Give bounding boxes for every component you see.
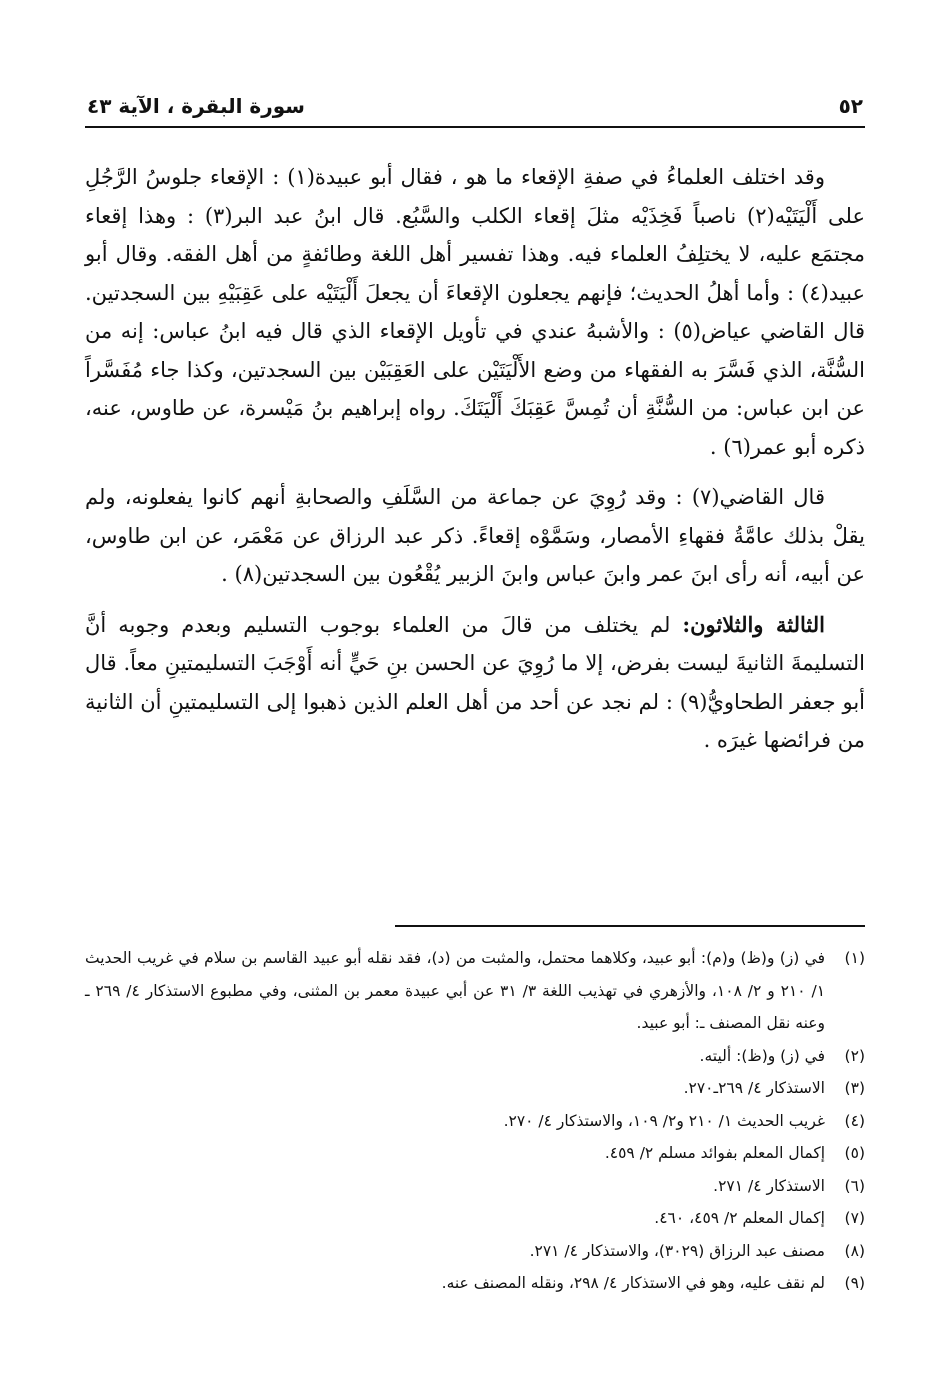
running-title: سورة البقرة ، الآية ٤٣: [87, 94, 305, 118]
footnote-text: إكمال المعلم ٢/ ٤٥٩، ٤٦٠.: [654, 1209, 825, 1227]
footnote-text: الاستذكار ٤/ ٢٦٩ـ٢٧٠.: [683, 1079, 825, 1097]
paragraph-1-text: وقد اختلف العلماءُ في صفةِ الإقعاء ما هو ، فقال أبو عبيدة(١) : الإقعاء جلوسُ الرَّجُلِ على أَلْيَتَيْه(٢) ناصباً فَخِذَيْه مثلَ إقعاء الكلب والسَّبُع. قال ابنُ عبد البر(٣) : وهذا إقعاء مجتمَع عليه، لا يختلِفُ العلماء فيه. وهذا تفسير أهل اللغة وطائفةٍ من أهل الفقه. وقال أبو عبيد(٤) : وأما أهلُ الحديث؛ فإنهم يجعلون الإقعاءَ أن يجعلَ أَلْيَتَيْه على عَقِبَيْهِ بين السجدتين. قال القاضي عياض(٥) : والأشبهُ عندي في تأويل الإقعاء الذي قال فيه ابنُ عباس: إنه من السُّنَّة، الذي فَسَّرَ به الفقهاء من وضع الأَلْيَتَيْن على العَقِبَيْن بين السجدتين، وكذا جاء مُفَسَّراً عن ابن عباس: من السُّنَّةِ أن تُمِسَّ عَقِبَكَ أَلْيَتَكَ. رواه إبراهيم بنُ مَيْسرة، عن طاوس، عنه، ذكره أبو عمر(٦) .: [85, 165, 866, 459]
footnote-number: (١): [844, 949, 865, 967]
footnote-number: (٩): [844, 1274, 865, 1292]
paragraph-1: [85, 158, 865, 466]
page-header: [85, 92, 865, 128]
footnote-7: [85, 1202, 865, 1235]
main-text: [85, 158, 865, 760]
book-page: [85, 0, 865, 1382]
paragraph-3: [85, 606, 865, 760]
paragraph-2-text: قال القاضي(٧) : وقد رُوِيَ عن جماعة من السَّلَفِ والصحابةِ أنهم كانوا يفعلونه، ولم يقلْ بذلك عامَّةُ فقهاءِ الأمصار، وسَمَّوْه إقعاءً. ذكر عبد الرزاق عن مَعْمَر، عن ابن طاوس، عن أبيه، أنه رأى ابنَ عمر وابنَ عباس وابنَ الزبير يُقْعُون بين السجدتين(٨) .: [85, 485, 865, 586]
footnote-3: [85, 1072, 865, 1105]
footnote-5: [85, 1137, 865, 1170]
footnote-text: إكمال المعلم بفوائد مسلم ٢/ ٤٥٩.: [604, 1144, 825, 1162]
footnote-number: (٣): [844, 1079, 865, 1097]
footnote-9: [85, 1267, 865, 1300]
footnote-text: لم نقف عليه، وهو في الاستذكار ٤/ ٢٩٨، ونقله المصنف عنه.: [441, 1274, 825, 1292]
page-number: ٥٢: [838, 94, 863, 118]
footnote-number: (٤): [844, 1111, 865, 1130]
footnote-text: مصنف عبد الرزاق (٣٠٢٩)، والاستذكار ٤/ ٢٧١.: [529, 1241, 825, 1260]
footnote-number: (٢): [844, 1046, 865, 1065]
footnote-text: في (ز) و(ظ) و(م): أبو عبيد، وكلاهما محتمل، والمثبت من (د)، فقد نقله أبو عبيد القاسم بن سلام في غريب الحديث ١/ ٢١٠ و ٢/ ١٠٨، والأزهري في تهذيب اللغة ٣/ ٣١ عن أبي عبيدة معمر بن المثنى، وفي مطبوع الاستذكار ٤/ ٢٦٩ ـ وعنه نقل المصنف ـ: أبو عبيد.: [85, 949, 826, 1032]
paragraph-2: [85, 478, 865, 594]
footnote-text: في (ز) و(ظ): أليته.: [699, 1046, 825, 1065]
footnote-6: [85, 1170, 865, 1203]
footnote-separator: [395, 925, 865, 927]
section-heading: الثالثة والثلاثون:: [682, 611, 825, 637]
footnote-8: [85, 1235, 865, 1268]
footnote-text: الاستذكار ٤/ ٢٧١.: [713, 1176, 825, 1195]
paragraph-3-text: لم يختلف من قالَ من العلماء بوجوب التسليم وبعدم وجوبه أنَّ التسليمةَ الثانيةَ ليست بفرض، إلا ما رُوِيَ عن الحسن بنِ حَيٍّ أنه أَوْجَبَ التسليمتينِ معاً. قال أبو جعفر الطحاويُّ(٩) : لم نجد عن أحد من أهل العلم الذين ذهبوا إلى التسليمتينِ أن الثانية من فرائضها غيرَه .: [85, 612, 865, 752]
footnote-number: (٥): [844, 1144, 865, 1162]
footnote-1: [85, 942, 865, 1040]
footnotes: [85, 942, 865, 1300]
footnote-text: غريب الحديث ١/ ٢١٠ و٢/ ١٠٩، والاستذكار ٤/ ٢٧٠.: [503, 1111, 825, 1130]
footnote-number: (٨): [844, 1241, 865, 1260]
footnote-number: (٧): [844, 1209, 865, 1227]
footnote-number: (٦): [844, 1176, 865, 1195]
footnote-2: [85, 1040, 865, 1073]
footnote-4: [85, 1105, 865, 1138]
